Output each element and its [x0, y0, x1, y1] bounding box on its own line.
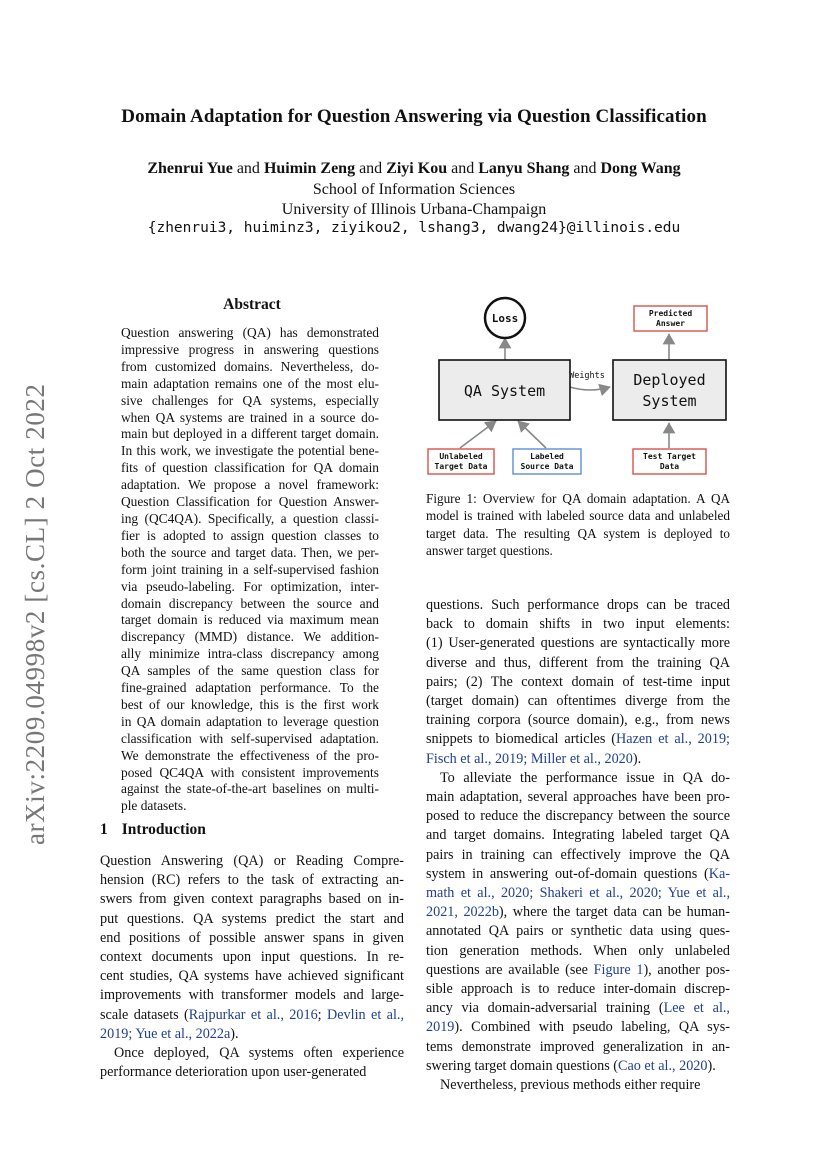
- author-name: Lanyu Shang: [478, 160, 570, 177]
- author-name: Dong Wang: [600, 160, 681, 177]
- abstract-line: We demonstrate the effectiveness of the pro-: [121, 747, 379, 763]
- intro-line: 2019; Yue et al., 2022a).: [100, 1025, 239, 1042]
- intro-line: sible approach is to reduce inter-domain discrep-: [426, 981, 730, 998]
- intro-line: 2021, 2022b), where the target data can be human-: [426, 904, 730, 921]
- intro-line: Once deployed, QA systems often experience: [114, 1045, 404, 1062]
- abstract-line: ally minimize intra-class discrepancy among: [121, 646, 379, 662]
- predicted-label-line2: Answer: [656, 319, 685, 328]
- intro-line: improvements with transformer models and large-: [100, 987, 404, 1004]
- abstract-line: adaptation. We propose a novel framework:: [121, 477, 379, 493]
- deployed-system-box: [613, 360, 726, 420]
- unlabeled-label-line2: Target Data: [434, 462, 488, 471]
- caption-line: Figure 1: Overview for QA domain adaptation. A QA: [426, 491, 730, 506]
- intro-line: Fisch et al., 2019; Miller et al., 2020).: [426, 750, 642, 767]
- author-name: Ziyi Kou: [386, 160, 448, 177]
- deployed-label-line2: System: [642, 392, 697, 410]
- abstract-heading: Abstract: [223, 296, 281, 313]
- abstract-body: [121, 325, 379, 815]
- abstract-line: discrepancy (MMD) distance. We addition-: [121, 629, 379, 645]
- abstract-line: both the source and target data. Then, we per-: [121, 544, 379, 560]
- section-title: Introduction: [121, 821, 206, 838]
- intro-line: questions. Such performance drops can be traced: [426, 597, 730, 613]
- caption-line: answer target questions.: [426, 543, 553, 559]
- abstract-line: sive challenges for QA systems, especially: [121, 392, 379, 408]
- caption-line: target data. The resulting QA system is deployed to: [426, 525, 730, 541]
- intro-line: end positions of possible answer spans in given: [100, 929, 404, 946]
- abstract-line: ing (QC4QA). Specifically, a question classi-: [121, 510, 379, 526]
- intro-line: back to domain shifts in two input elements:: [426, 616, 730, 633]
- intro-line: To alleviate the performance issue in QA do-: [440, 769, 730, 786]
- intro-line: main adaptation, several approaches have been pro-: [426, 789, 730, 806]
- arxiv-id: arXiv:2209.04998v2 [cs.CL] 2 Oct 2022: [20, 383, 50, 845]
- author-separator: and: [232, 160, 264, 177]
- abstract-line: In this work, we investigate the potential bene-: [121, 443, 379, 459]
- intro-line: scale datasets (Rajpurkar et al., 2016; Devlin et al.,: [100, 1006, 404, 1023]
- intro-line: context documents upon input questions. In re-: [100, 949, 404, 966]
- abstract-line: form joint training in a self-supervised fashion: [121, 561, 379, 577]
- intro-line: tems demonstrate improved generalization in an-: [426, 1038, 730, 1055]
- figure-1-caption: [426, 490, 730, 560]
- abstract-line: from customized domains. Nevertheless, do-: [121, 358, 379, 374]
- author-separator: and: [447, 160, 479, 177]
- intro-line: cent studies, QA systems have achieved significant: [100, 968, 404, 985]
- abstract-line: domain discrepancy between the source and: [121, 595, 379, 611]
- test-label-line1: Test Target: [643, 452, 696, 461]
- abstract-line: fier is adopted to assign question classes to: [121, 527, 379, 543]
- author-emails: {zhenrui3, huiminz3, ziyikou2, lshang3, dwang24}@illinois.edu: [147, 220, 681, 236]
- abstract-line: target domain is reduced via maximum mean: [121, 612, 379, 628]
- author-name: Huimin Zeng: [263, 160, 356, 177]
- arxiv-stamp: [20, 375, 54, 845]
- intro-line: questions are available (see Figure 1), another pos-: [426, 961, 731, 978]
- labeled-label-line1: Labeled: [530, 452, 564, 461]
- intro-line: pairs; (2) The context domain of test-time input: [426, 673, 730, 690]
- affiliation-school: School of Information Sciences: [312, 181, 516, 198]
- intro-line: 2019). Combined with pseudo labeling, QA sys-: [426, 1019, 730, 1036]
- unlabeled-label-line1: Unlabeled: [439, 452, 483, 461]
- paper-title: Domain Adaptation for Question Answering via Question Classification: [121, 106, 707, 127]
- intro-line: system in answering out-of-domain questions (Ka-: [426, 865, 730, 882]
- abstract-line: via pseudo-labeling. For optimization, inter-: [121, 578, 379, 594]
- affiliation-university: University of Illinois Urbana-Champaign: [281, 201, 547, 218]
- intro-line: tion generation methods. When only unlabeled: [426, 942, 730, 959]
- abstract-line: impressive progress in answering questions: [121, 341, 379, 357]
- figure-1-diagram: [424, 294, 734, 476]
- intro-line: ancy via domain-adversarial training (Lee et al.,: [426, 1000, 730, 1017]
- intro-line: hension (RC) refers to the task of extracting an-: [100, 872, 404, 889]
- intro-line: swering target domain questions (Cao et al., 2020).: [426, 1057, 716, 1074]
- arrow-labeled-to-qa: [518, 421, 546, 448]
- abstract-line: in QA domain adaptation to leverage question: [121, 713, 379, 729]
- abstract-line: best of our knowledge, this is the first work: [121, 696, 379, 712]
- abstract-line: ple datasets.: [121, 798, 187, 814]
- section-number: 1: [100, 821, 108, 838]
- author-separator: and: [355, 160, 387, 177]
- intro-line: snippets to biomedical articles (Hazen et al., 2019;: [426, 731, 730, 748]
- abstract-line: when QA systems are trained in a source do-: [121, 409, 379, 425]
- deployed-label-line1: Deployed: [633, 371, 706, 389]
- intro-line: swers from given context paragraphs based on in-: [100, 891, 404, 908]
- test-label-line2: Data: [659, 462, 680, 471]
- intro-line: (1) User-generated questions are syntactically more: [426, 635, 730, 652]
- abstract-line: QA samples of the same question class for: [121, 663, 379, 679]
- loss-label: Loss: [491, 312, 519, 325]
- weights-label: Weights: [569, 371, 605, 381]
- intro-left-column: [100, 852, 404, 1082]
- abstract-line: against the state-of-the-art baselines on multi-: [121, 781, 379, 797]
- abstract-line: fits of question classification for QA domain: [121, 460, 379, 476]
- intro-line: Question Answering (QA) or Reading Compre-: [100, 853, 404, 869]
- arrow-unlabeled-to-qa: [460, 421, 496, 448]
- intro-line: and target domains. Integrating labeled target QA: [426, 827, 730, 844]
- intro-line: math et al., 2020; Shakeri et al., 2020; Yue et al.,: [426, 885, 730, 902]
- author-separator: and: [569, 160, 601, 177]
- author-list: [0, 160, 828, 178]
- intro-line: performance deterioration upon user-generated: [100, 1064, 367, 1081]
- intro-line: (target domain) can oftentimes diverge from the: [426, 693, 730, 710]
- intro-line: put questions. QA systems predict the start and: [100, 910, 404, 927]
- abstract-line: Question answering (QA) has demonstrated: [121, 325, 379, 340]
- intro-line: diverse and thus, different from the training QA: [426, 654, 730, 671]
- author-name: Zhenrui Yue: [147, 160, 233, 177]
- intro-line: pairs in training can effectively improve the QA: [426, 846, 730, 863]
- intro-line: Nevertheless, previous methods either require: [440, 1077, 701, 1094]
- qa-system-label: QA System: [463, 382, 546, 400]
- caption-line: model is trained with labeled source data and unlabeled: [426, 508, 730, 524]
- section-heading-introduction: [100, 821, 206, 839]
- abstract-line: posed QC4QA with consistent improvements: [121, 764, 379, 780]
- abstract-line: main but deployed in a different target domain.: [121, 426, 379, 442]
- abstract-line: classification with self-supervised adaptation.: [121, 730, 379, 746]
- abstract-line: fine-grained adaptation performance. To the: [121, 680, 379, 696]
- intro-line: posed to reduce the discrepancy between the source: [426, 808, 730, 825]
- intro-line: training corpora (source domain), e.g., from news: [426, 712, 730, 729]
- intro-right-column: [426, 596, 730, 1095]
- labeled-label-line2: Source Data: [520, 462, 574, 471]
- abstract-line: Question Classification for Question Answer-: [121, 494, 379, 510]
- intro-line: annotated QA pairs or synthetic data using ques-: [426, 923, 730, 940]
- abstract-line: main adaptation remains one of the most elu-: [121, 375, 379, 391]
- arrow-weights-transfer: [570, 387, 610, 390]
- predicted-label-line1: Predicted: [648, 309, 693, 318]
